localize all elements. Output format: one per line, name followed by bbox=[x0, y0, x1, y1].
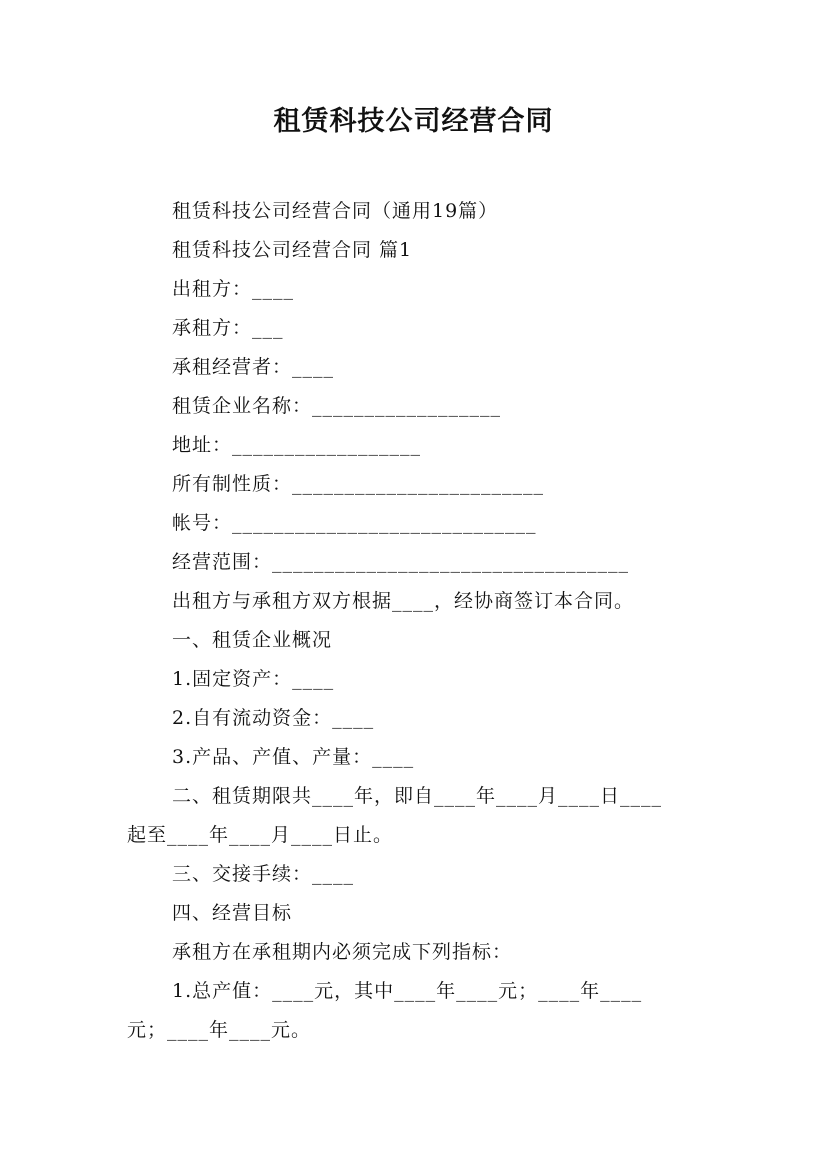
targets-paragraph: 承租方在承租期内必须完成下列指标： bbox=[172, 941, 513, 963]
products-output-item: 3.产品、产值、产量：____ bbox=[172, 746, 415, 768]
section-four-heading: 四、经营目标 bbox=[172, 902, 293, 924]
working-capital-item: 2.自有流动资金：____ bbox=[172, 707, 375, 729]
business-scope-field: 经营范围：__________________________________ bbox=[172, 551, 630, 573]
ownership-field: 所有制性质：________________________ bbox=[172, 473, 545, 495]
operator-field: 承租经营者：____ bbox=[172, 356, 335, 378]
section-one-heading: 一、租赁企业概况 bbox=[172, 629, 333, 651]
document-title: 租赁科技公司经营合同 bbox=[273, 106, 554, 137]
lease-term-paragraph: 二、租赁期限共____年，即自____年____月____日____ bbox=[172, 785, 663, 807]
total-output-item: 1.总产值：____元，其中____年____元；____年____ bbox=[172, 980, 643, 1002]
enterprise-name-field: 租赁企业名称：__________________ bbox=[172, 395, 502, 417]
fixed-assets-item: 1.固定资产：____ bbox=[172, 668, 335, 690]
lessor-field: 出租方：____ bbox=[172, 278, 295, 300]
handover-item: 三、交接手续：____ bbox=[172, 863, 355, 885]
account-field: 帐号：_____________________________ bbox=[172, 512, 537, 534]
address-field: 地址：__________________ bbox=[172, 434, 422, 456]
total-output-continuation: 元；____年____元。 bbox=[127, 1019, 312, 1041]
lessee-field: 承租方：___ bbox=[172, 317, 284, 339]
section-heading: 租赁科技公司经营合同 篇1 bbox=[172, 239, 413, 261]
subtitle-line: 租赁科技公司经营合同（通用19篇） bbox=[172, 200, 499, 222]
agreement-paragraph: 出租方与承租方双方根据____，经协商签订本合同。 bbox=[172, 590, 635, 612]
lease-term-continuation: 起至____年____月____日止。 bbox=[127, 824, 394, 846]
